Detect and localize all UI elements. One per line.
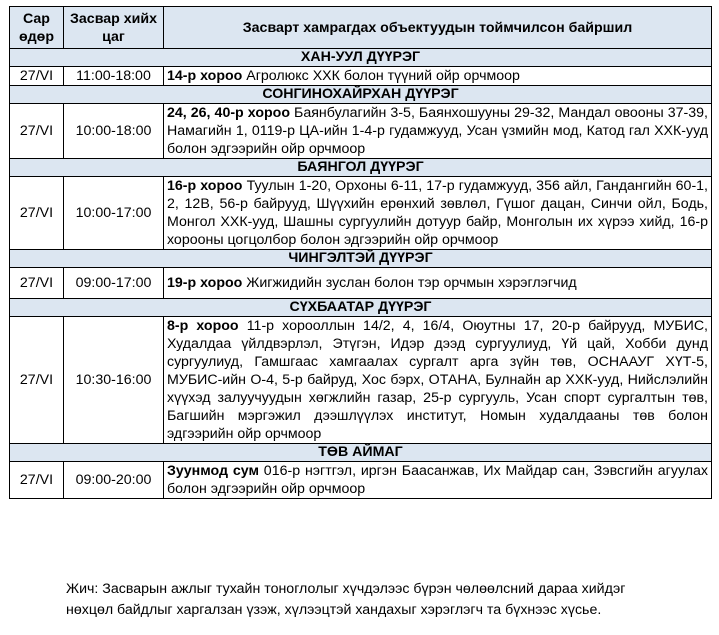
date-cell: 27/VI <box>10 67 64 86</box>
date-cell: 27/VI <box>10 104 64 159</box>
date-cell: 27/VI <box>10 268 64 299</box>
location-cell <box>164 317 712 444</box>
time-cell: 10:00-18:00 <box>64 104 164 159</box>
date-cell: 27/VI <box>10 317 64 444</box>
district-row <box>10 250 712 268</box>
table-header-row <box>10 7 712 49</box>
district-name: ЧИНГЭЛТЭЙ ДҮҮРЭГ <box>10 250 712 268</box>
location-cell <box>164 104 712 159</box>
date-cell: 27/VI <box>10 177 64 250</box>
location-cell <box>164 268 712 299</box>
district-row <box>10 49 712 67</box>
date-cell: 27/VI <box>10 462 64 499</box>
location-area: 8-р хороо <box>167 318 239 334</box>
table-row <box>10 104 712 159</box>
district-row <box>10 86 712 104</box>
district-name: БАЯНГОЛ ДҮҮРЭГ <box>10 159 712 177</box>
location-cell <box>164 177 712 250</box>
location-area: 16-р хороо <box>167 178 243 194</box>
time-cell: 10:30-16:00 <box>64 317 164 444</box>
district-row <box>10 444 712 462</box>
district-name: ХАН-УУЛ ДҮҮРЭГ <box>10 49 712 67</box>
table-row <box>10 177 712 250</box>
location-text: Жигжидийн зуслан болон тэр орчмын хэрэглэгчид <box>242 275 577 291</box>
location-text: 11-р хорооллын 14/2, 4, 16/4, Оюутны 17, 20-р байрууд, МУБИС, Худалдаа үйлдвэрлэл, Этүгэн, Идэр дээд сургуулиуд, Үй цай, Хобби дунд сургуулиуд, Гамшгаас хамгаалах сургалт арга зүйн төв, ОСНААУГ ХҮТ-5, МУБИС-ийн О-4, 5-р байруд, Хос бэрх, ОТАНА, Булнайн ар ХХК-ууд, Нийслэлийн хүүхэд залуучуудын хөгжлийн газар, 25-р сургууль, Усан спорт сургалтын төв, Багшийн мэргэжил дээшлүүлэх институт, Номын худалдааны төв болон эдгээрийн ойр орчмоор <box>167 318 709 442</box>
time-cell: 09:00-20:00 <box>64 462 164 499</box>
location-text: Баянбулагийн 3-5, Баянхошууны 29-32, Мандал овооны 37-39, Намагийн 1, 0119-р ЦА-ийн 1-4-р гудамжууд, Усан үзмийн мод, Катод гал ХХК-ууд болон эдгээрийн ойр орчмоор <box>167 105 708 157</box>
header-location: Засварт хамрагдах объектуудын тоймчилсон байршил <box>164 7 712 49</box>
district-row <box>10 299 712 317</box>
header-time: Засвар хийх цаг <box>64 7 164 49</box>
time-cell: 11:00-18:00 <box>64 67 164 86</box>
header-date: Сар өдөр <box>10 7 64 49</box>
location-text: Агролюкс ХХК болон түүний ойр орчмоор <box>242 68 520 84</box>
location-cell <box>164 67 712 86</box>
location-area: 19-р хороо <box>167 275 243 291</box>
location-cell <box>164 462 712 499</box>
location-text: Туулын 1-20, Орхоны 6-11, 17-р гудамжууд, 356 айл, Гандангийн 60-1, 2, 12В, 56-р байрууд, Шүүхийн ерөнхий зөвлөл, Гүшог дацан, Синчи ойл, Бодь, Монгол ХХК-ууд, Шашны сургуулийн дотуур байр, Монголын их хүрээ хийд, 16-р хорооны цогцолбор болон эдгээрийн ойр орчмоор <box>167 178 708 248</box>
time-cell: 09:00-17:00 <box>64 268 164 299</box>
district-name: СҮХБААТАР ДҮҮРЭГ <box>10 299 712 317</box>
location-area: Зуунмод сум <box>167 463 259 479</box>
table-row <box>10 67 712 86</box>
location-text: 016-р нэгтгэл, иргэн Баасанжав, Их Майдар сан, Зэвсгийн агуулах болон эдгээрийн ойр орчмоор <box>167 463 708 497</box>
footnote-line-1: Жич: Засварын ажлыг тухайн тоноглолыг хүчдэлээс бүрэн чөлөөлсний дараа хийдэг <box>66 581 626 597</box>
district-name: ТӨВ АЙМАГ <box>10 444 712 462</box>
time-cell: 10:00-17:00 <box>64 177 164 250</box>
table-row <box>10 317 712 444</box>
table-row <box>10 268 712 299</box>
footnote <box>66 579 706 621</box>
location-area: 24, 26, 40-р хороо <box>167 105 290 121</box>
maintenance-schedule-table <box>9 6 712 499</box>
footnote-line-2: нөхцөл байдлыг харгалзан үзэж, хүлээцтэй хандахыг хэрэглэгч та бүхнээс хүсье. <box>66 602 602 618</box>
table-row <box>10 462 712 499</box>
district-row <box>10 159 712 177</box>
district-name: СОНГИНОХАЙРХАН ДҮҮРЭГ <box>10 86 712 104</box>
location-area: 14-р хороо <box>167 68 243 84</box>
